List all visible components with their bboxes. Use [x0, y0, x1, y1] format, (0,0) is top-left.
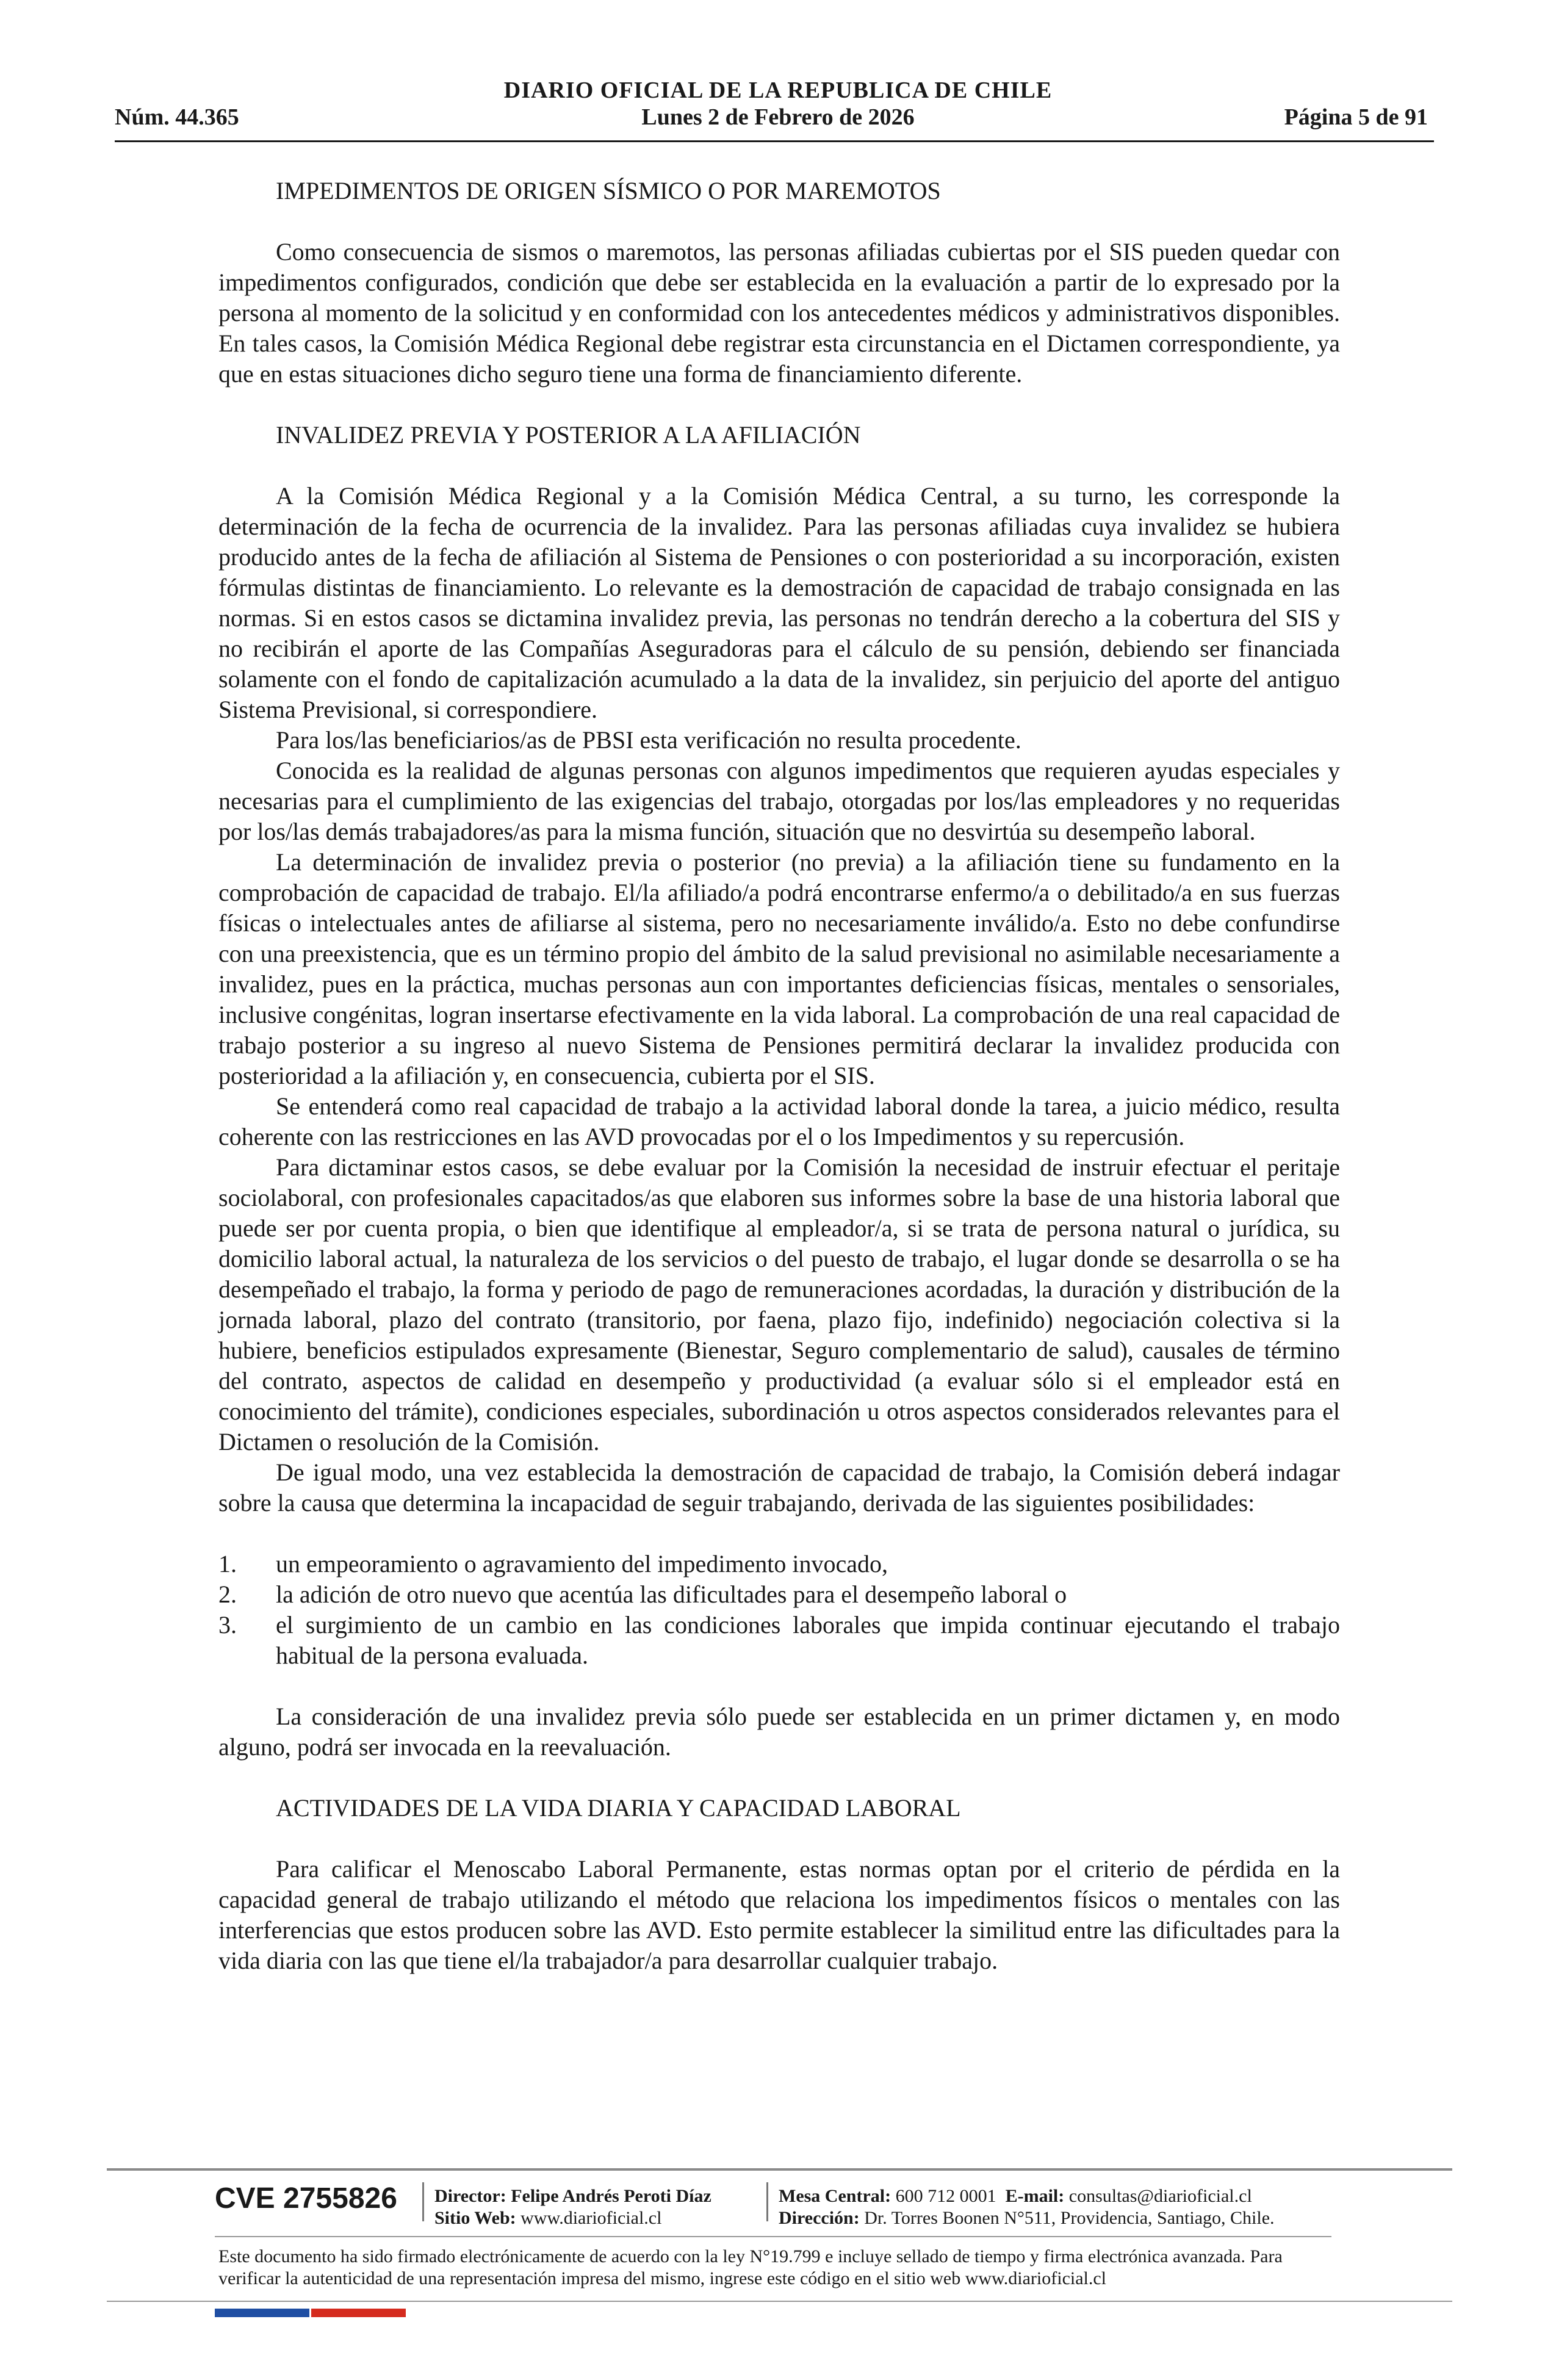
header-divider — [115, 140, 1434, 142]
list-number: 3. — [218, 1611, 237, 1639]
list-item — [218, 1610, 1340, 1671]
paragraph: Como consecuencia de sismos o maremotos, las personas afiliadas cubiertas por el SIS pueden quedar con impedimentos configurados, condición que debe ser establecida en la evaluación a partir de lo expresado por la persona al momento de la solicitud y en conformidad con los antecedentes médicos y administrativos disponibles. En tales casos, la Comisión Médica Regional debe registrar esta circunstancia en el Dictamen correspondiente, ya que en estas situaciones dicho seguro tiene una forma de financiamiento diferente. — [218, 238, 1340, 388]
list-number: 1. — [218, 1550, 237, 1578]
section-heading-seismic: IMPEDIMENTOS DE ORIGEN SÍSMICO O POR MAREMOTOS — [276, 177, 941, 204]
issue-number: Núm. 44.365 — [115, 104, 239, 130]
publication-date: Lunes 2 de Febrero de 2026 — [641, 104, 915, 130]
mesa-phone: 600 712 0001 — [895, 2186, 996, 2206]
paragraph: Se entenderá como real capacidad de trabajo a la actividad laboral donde la tarea, a juicio médico, resulta coherente con las restricciones en las AVD provocadas por el o los Impedimentos y su repercusión. — [218, 1092, 1340, 1150]
director-label: Director: — [434, 2186, 506, 2206]
director-name: Felipe Andrés Peroti Díaz — [511, 2186, 711, 2206]
footer-inner-divider — [215, 2236, 1331, 2237]
publication-title: DIARIO OFICIAL DE LA REPUBLICA DE CHILE — [503, 78, 1053, 103]
footer-separator — [422, 2182, 424, 2221]
paragraph: Para dictaminar estos casos, se debe evaluar por la Comisión la necesidad de instruir efectuar el peritaje sociolaboral, con profesionales capacitados/as que elaboren sus informes sobre la base de una historia laboral que puede ser por cuenta propia, o bien que identifique al empleador/a, si se trata de persona natural o jurídica, su domicilio laboral actual, la naturaleza de los servicios o del puesto de trabajo, el lugar donde se desarrolla o se ha desempeñado el trabajo, la forma y periodo de pago de remuneraciones acordadas, la duración y distribución de la jornada laboral, plazo del contrato (transitorio, por faena, plazo fijo, indefinido) negociación colectiva si la hubiere, beneficios estipulados expresamente (Bienestar, Seguro complementario de salud), causales de término del contrato, aspectos de calidad en desempeño y productividad (a evaluar sólo si el empleador está en conocimiento del trámite), condiciones especiales, subordinación u otros aspectos considerados relevantes para el Dictamen o resolución de la Comisión. — [218, 1153, 1340, 1455]
signature-note: Este documento ha sido firmado electrónicamente de acuerdo con la ley N°19.799 e incluye sellado de tiempo y firma electrónica avanzada. Para verificar la autenticidad de una representación impresa del mismo, ingrese este código en el sitio web www.diarioficial.cl — [218, 2246, 1283, 2288]
possibilities-list — [218, 1549, 1340, 1671]
mesa-label: Mesa Central: — [779, 2186, 891, 2206]
address-value: Dr. Torres Boonen N°511, Providencia, Santiago, Chile. — [864, 2208, 1275, 2228]
paragraph: A la Comisión Médica Regional y a la Comisión Médica Central, a su turno, les corresponde la determinación de la fecha de ocurrencia de la invalidez. Para las personas afiliadas cuya invalidez se hubiera producido antes de la fecha de afiliación al Sistema de Pensiones o con posterioridad a su incorporación, existen fórmulas distintas de financiamiento. Lo relevante es la demostración de capacidad de trabajo consignada en las normas. Si en estos casos se dictamina invalidez previa, las personas no tendrán derecho a la cobertura del SIS y no recibirán el aporte de las Compañías Aseguradoras para el cálculo de su pensión, debiendo ser financiada solamente con el fondo de capitalización acumulado a la data de la invalidez, sin perjuicio del aporte del antiguo Sistema Previsional, si correspondiere. — [218, 482, 1340, 723]
list-text: un empeoramiento o agravamiento del impedimento invocado, — [276, 1550, 888, 1578]
page-number: Página 5 de 91 — [1284, 104, 1428, 130]
list-item — [218, 1579, 1340, 1610]
email-label: E-mail: — [1005, 2186, 1065, 2206]
section-heading-invalidity: INVALIDEZ PREVIA Y POSTERIOR A LA AFILIACIÓN — [276, 421, 861, 449]
paragraph: Para los/las beneficiarios/as de PBSI esta verificación no resulta procedente. — [276, 726, 1021, 754]
footer-director-block — [434, 2185, 711, 2229]
list-item — [218, 1549, 1340, 1579]
cve-code: CVE 2755826 — [215, 2182, 397, 2215]
web-label: Sitio Web: — [434, 2208, 516, 2228]
web-link[interactable]: www.diarioficial.cl — [520, 2208, 662, 2228]
paragraph: La consideración de una invalidez previa sólo puede ser establecida en un primer dictamen y, en modo alguno, podrá ser invocada en la reevaluación. — [218, 1703, 1340, 1761]
section-heading-daily-activities: ACTIVIDADES DE LA VIDA DIARIA Y CAPACIDAD LABORAL — [276, 1794, 961, 1822]
paragraph: Conocida es la realidad de algunas personas con algunos impedimentos que requieren ayudas especiales y necesarias para el cumplimiento de las exigencias del trabajo, otorgadas por los/las empleadores y no requeridas por los/las demás trabajadores/as para la misma función, situación que no desvirtúa su desempeño laboral. — [218, 757, 1340, 845]
footer-divider — [107, 2168, 1452, 2171]
footer-bottom-divider — [107, 2301, 1452, 2302]
document-body — [218, 176, 1340, 1976]
paragraph: De igual modo, una vez establecida la demostración de capacidad de trabajo, la Comisión deberá indagar sobre la causa que determina la incapacidad de seguir trabajando, derivada de las siguientes posibilidades: — [218, 1459, 1340, 1516]
paragraph: La determinación de invalidez previa o posterior (no previa) a la afiliación tiene su fundamento en la comprobación de capacidad de trabajo. El/la afiliado/a podrá encontrarse enfermo/a o debilitado/a en sus fuerzas físicas o intelectuales antes de afiliarse al sistema, pero no necesariamente inválido/a. Esto no debe confundirse con una preexistencia, que es un término propio del ámbito de la salud previsional no asimilable necesariamente a invalidez, pues en la práctica, muchas personas aun con importantes deficiencias físicas, mentales o sensoriales, inclusive congénitas, logran insertarse efectivamente en la vida laboral. La comprobación de una real capacidad de trabajo posterior a su ingreso al nuevo Sistema de Pensiones permitirá declarar la invalidez producida con posterioridad a la afiliación y, en consecuencia, cubierta por el SIS. — [218, 848, 1340, 1089]
list-number: 2. — [218, 1581, 237, 1608]
footer-separator — [766, 2182, 768, 2221]
flag-stripe-blue — [215, 2309, 309, 2317]
address-label: Dirección: — [779, 2208, 860, 2228]
list-text: la adición de otro nuevo que acentúa las dificultades para el desempeño laboral o — [276, 1581, 1067, 1608]
flag-stripe-red — [311, 2309, 406, 2317]
footer-contact-block — [779, 2185, 1275, 2229]
email-link[interactable]: consultas@diarioficial.cl — [1068, 2186, 1252, 2206]
paragraph: Para calificar el Menoscabo Laboral Permanente, estas normas optan por el criterio de pérdida en la capacidad general de trabajo utilizando el método que relaciona los impedimentos físicos o mentales con las interferencias que estos producen sobre las AVD. Esto permite establecer la similitud entre las dificultades para la vida diaria con las que tiene el/la trabajador/a para desarrollar cualquier trabajo. — [218, 1855, 1340, 1974]
list-text: el surgimiento de un cambio en las condiciones laborales que impida continuar ejecutando el trabajo habitual de la persona evaluada. — [276, 1611, 1340, 1669]
